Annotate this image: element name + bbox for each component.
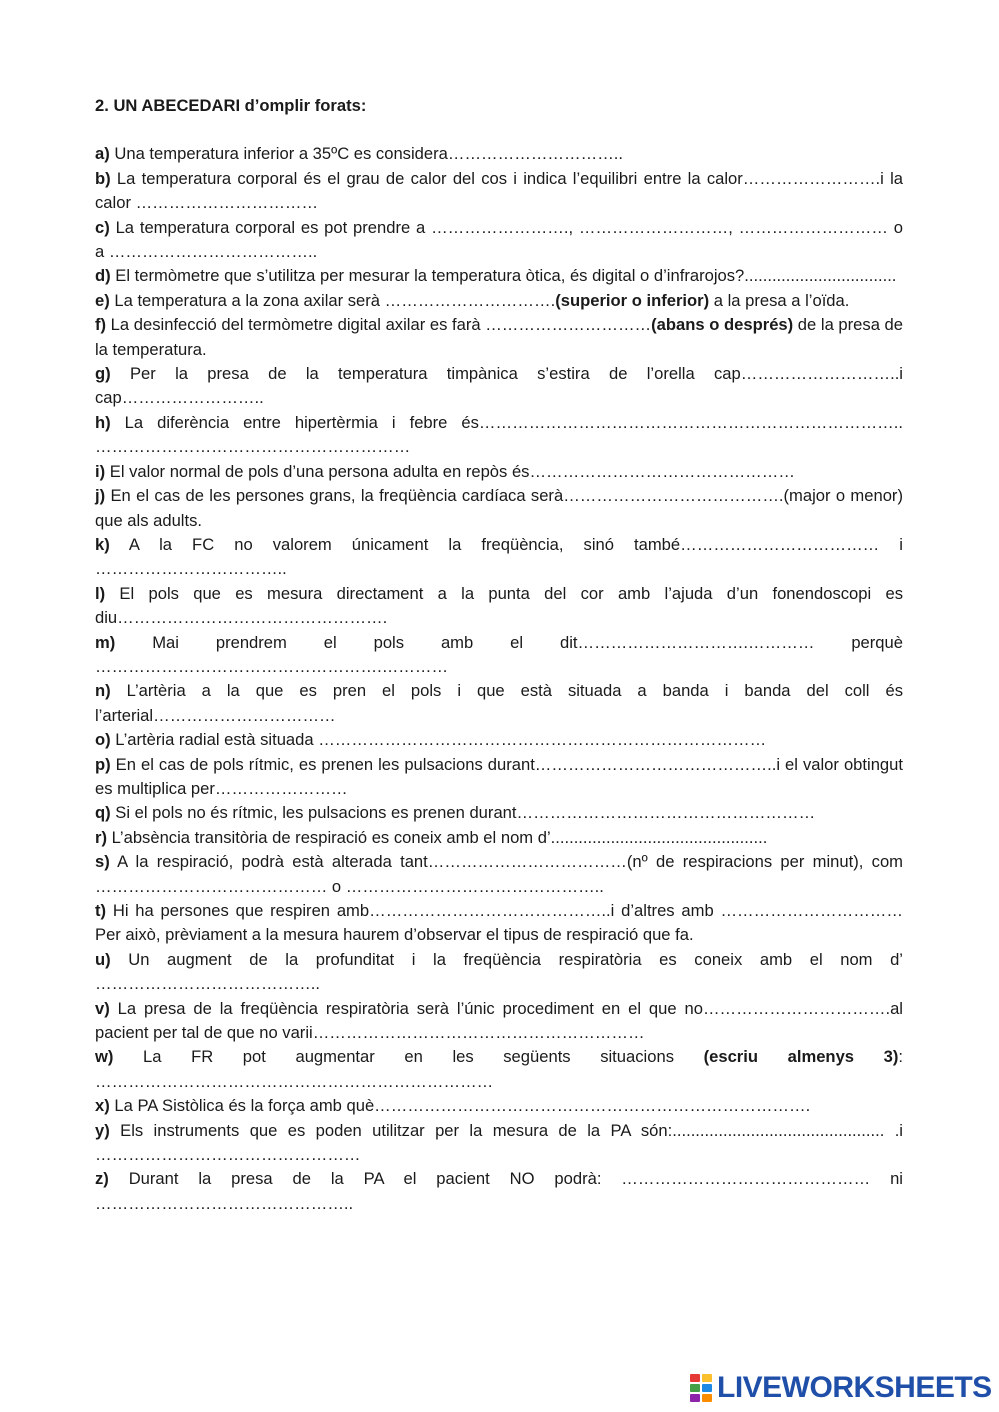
question-letter: z) (95, 1169, 109, 1189)
question-item (95, 631, 903, 680)
question-item (95, 582, 903, 631)
logo-square (690, 1394, 700, 1402)
question-text: La desinfecció del termòmetre digital axilar es farà ………………………… (106, 315, 652, 335)
question-item (95, 460, 903, 484)
question-item (95, 216, 903, 265)
question-item (95, 362, 903, 411)
question-item (95, 142, 903, 166)
question-hint: (superior o inferior) (555, 290, 710, 310)
question-letter: w) (95, 1047, 114, 1067)
question-letter: l) (95, 583, 106, 603)
question-list (95, 142, 903, 1216)
question-letter: h) (95, 412, 111, 432)
question-item (95, 728, 903, 752)
question-text: Els instruments que es poden utilitzar per la mesura de la PA són:.............................................. .i ………………………………………… (95, 1120, 903, 1165)
question-text: L’artèria radial està situada ……………………………………………………………………… (110, 730, 767, 750)
question-item (95, 948, 903, 997)
logo-square (702, 1394, 712, 1402)
question-letter: c) (95, 217, 110, 237)
question-text: L’artèria a la que es pren el pols i que està situada a banda i banda del coll és l’arterial…………………………… (95, 681, 903, 725)
question-text: Mai prendrem el pols amb el dit………………………….………… perquè …………………………………………….………… (95, 632, 903, 676)
question-text: de la presa de la temperatura. (95, 315, 904, 359)
question-text: La PA Sistòlica és la força amb què……………………………………………………………………. (109, 1096, 811, 1116)
question-letter: j) (95, 486, 106, 506)
question-item (95, 899, 903, 948)
question-letter: r) (95, 827, 107, 847)
question-letter: k) (95, 534, 110, 554)
worksheet (95, 94, 903, 1216)
brand-name: LIVEWORKSHEETS (717, 1371, 992, 1404)
question-letter: p) (95, 754, 111, 774)
question-text: El valor normal de pols d’una persona adulta en repòs és………………………………………… (105, 461, 795, 481)
question-letter: b) (95, 168, 111, 188)
question-letter: y) (95, 1120, 110, 1140)
question-text: La FR pot augmentar en les següents situacions (113, 1047, 704, 1067)
question-item (95, 997, 903, 1046)
question-item (95, 1045, 903, 1094)
question-item (95, 850, 903, 899)
liveworksheets-brand (690, 1370, 992, 1406)
question-item (95, 679, 903, 728)
question-letter: u) (95, 949, 111, 969)
question-item (95, 826, 903, 850)
question-text: Una temperatura inferior a 35ºC es considera………………………….. (109, 144, 624, 164)
question-letter: i) (95, 461, 106, 481)
question-text: En el cas de les persones grans, la freqüència cardíaca serà………………………………….(major o menor) que als adults. (95, 486, 903, 530)
question-item (95, 264, 903, 288)
question-item (95, 484, 903, 533)
question-item (95, 1167, 903, 1216)
question-letter: o) (95, 730, 111, 750)
question-text: El pols que es mesura directament a la punta del cor amb l’ajuda d’un fonendoscopi es diu…………………………………………. (95, 583, 903, 628)
question-letter: e) (95, 290, 110, 310)
question-letter: a) (95, 144, 110, 164)
question-text: A la respiració, podrà està alterada tant………………………………(nº de respiracions per minut), com …………………………………… o ……………………………………….. (95, 852, 903, 896)
question-letter: s) (95, 852, 110, 872)
question-letter: m) (95, 632, 116, 652)
question-item (95, 167, 903, 216)
question-item (95, 411, 903, 460)
question-text: L’absència transitòria de respiració es coneix amb el nom d’............................................... (106, 827, 768, 847)
question-item (95, 313, 903, 362)
question-letter: f) (95, 315, 107, 335)
question-text: Si el pols no és rítmic, les pulsacions es prenen durant……………………………………………… (110, 803, 816, 823)
question-text: Durant la presa de la PA el pacient NO podrà: ……………………………………… ni ……………………………………….. (95, 1169, 903, 1213)
question-letter: x) (95, 1096, 110, 1116)
liveworksheets-logo-icon (690, 1374, 712, 1402)
question-item (95, 1119, 903, 1168)
logo-square (690, 1374, 700, 1382)
question-item (95, 753, 903, 802)
question-letter: d) (95, 266, 111, 286)
logo-square (690, 1384, 700, 1392)
worksheet-title: 2. UN ABECEDARI d’omplir forats: (95, 96, 367, 115)
question-text: La presa de la freqüència respiratòria serà l’únic procediment en el que no…………………………….al pacient per tal de que no varii…………………………………………………… (95, 998, 903, 1043)
question-text: La diferència entre hipertèrmia i febre és………………………………………………………………….. ………………………………………………… (95, 412, 903, 457)
question-item (95, 1094, 903, 1118)
question-text: La temperatura corporal es pot prendre a ……………………., ………………………, ……………………… o a ……………………………….. (95, 217, 903, 262)
question-text: : ……………………………………………………………… (95, 1047, 903, 1091)
logo-square (702, 1374, 712, 1382)
question-item (95, 289, 903, 313)
question-text: a la presa a l’oïda. (709, 290, 850, 310)
question-text: A la FC no valorem únicament la freqüència, sinó també……………………………… i …………………………….. (95, 534, 903, 579)
question-text: En el cas de pols rítmic, es prenen les pulsacions durant……………………………………..i el valor obtingut es multiplica per…………………… (95, 754, 903, 798)
question-letter: q) (95, 803, 111, 823)
question-text: Un augment de la profunditat i la freqüència respiratòria es coneix amb el nom d’ ………………………………….. (95, 949, 903, 994)
question-text: Per la presa de la temperatura timpànica s’estira de l’orella cap………………………..i cap…………………….. (95, 364, 903, 408)
question-letter: t) (95, 901, 107, 920)
question-letter: g) (95, 364, 111, 384)
question-item (95, 533, 903, 582)
question-letter: n) (95, 681, 111, 701)
question-text: Hi ha persones que respiren amb……………………………………..i d’altres amb ……………………………Per això, prèviament a la mesura haurem d’observar el tipus de respiració que fa. (95, 901, 903, 945)
question-hint: (escriu almenys 3) (703, 1047, 899, 1067)
logo-square (702, 1384, 712, 1392)
question-text: El termòmetre que s’utilitza per mesurar la temperatura òtica, és digital o d’infrarojos?................................. (110, 266, 897, 286)
question-text: La temperatura a la zona axilar serà …………………………. (109, 290, 556, 310)
question-text: La temperatura corporal és el grau de calor del cos i indica l’equilibri entre la calor…………………….i la calor …………………………… (95, 168, 903, 213)
question-item (95, 801, 903, 825)
question-hint: (abans o després) (651, 315, 794, 335)
question-letter: v) (95, 998, 110, 1018)
